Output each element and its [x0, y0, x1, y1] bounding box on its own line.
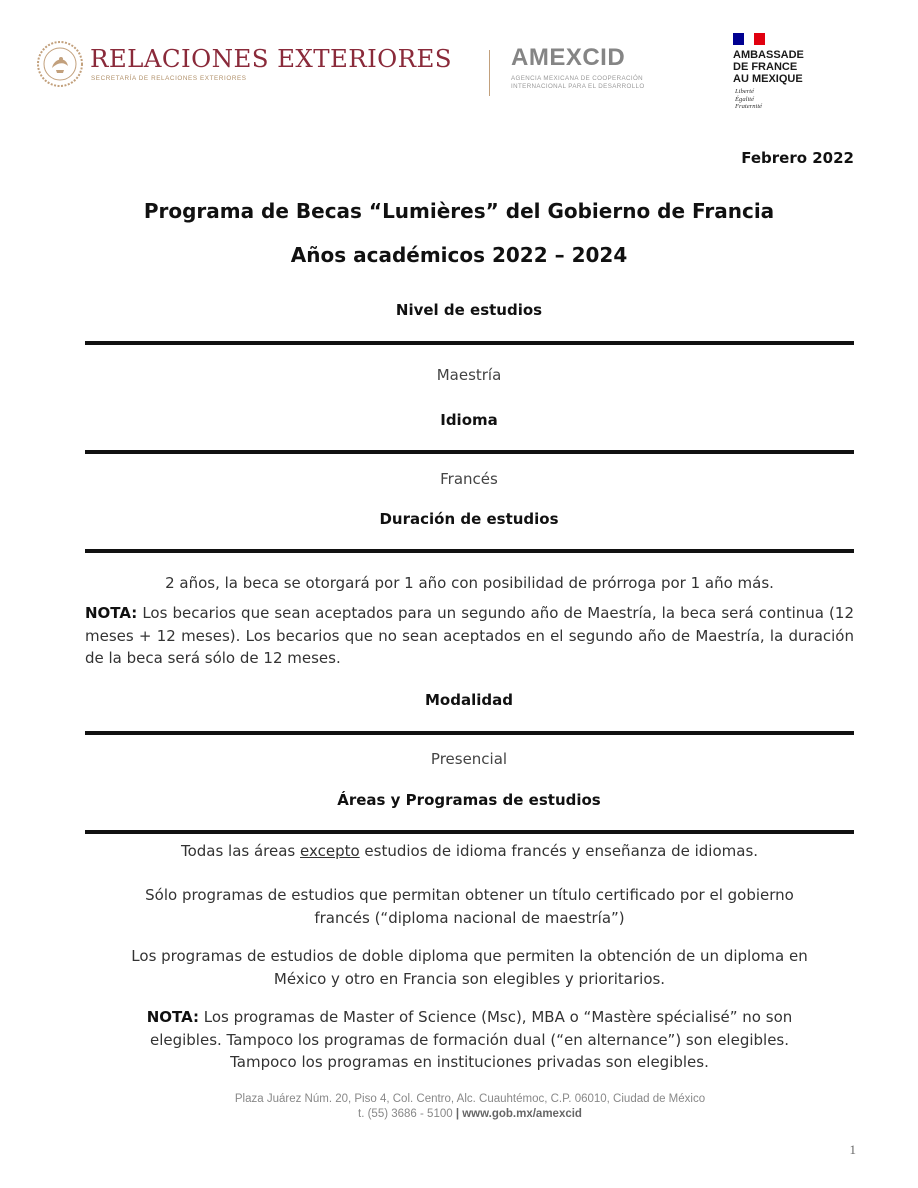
note-text: Los programas de Master of Science (Msc), MBA o “Mastère spécialisé” no son — [199, 1008, 793, 1026]
amexcid-subtitle — [511, 75, 645, 91]
page-number: 1 — [849, 1142, 856, 1157]
areas-note-line: Tampoco los programas en instituciones privadas son elegibles. — [230, 1053, 709, 1071]
section-value-idioma: Francés — [440, 470, 498, 488]
amexcid-subtitle-line: AGENCIA MEXICANA DE COOPERACIÓN — [511, 75, 644, 82]
section-rule — [85, 731, 854, 735]
ambassade-line: AMBASSADE — [733, 49, 804, 61]
french-flag-icon — [733, 33, 765, 45]
section-value-duracion: 2 años, la beca se otorgará por 1 año con posibilidad de prórroga por 1 año más. — [165, 574, 774, 592]
section-heading-duracion: Duración de estudios — [379, 510, 559, 528]
document-title: Programa de Becas “Lumières” del Gobierno de Francia — [143, 199, 775, 223]
amexcid-title: AMEXCID — [511, 44, 626, 71]
areas-underlined-text: excepto — [300, 842, 360, 860]
footer-website-link[interactable]: | www.gob.mx/amexcid — [455, 1108, 582, 1120]
areas-note-line — [85, 1006, 854, 1029]
areas-note-line: elegibles. Tampoco los programas de formación dual (“en alternance”) son elegibles. — [149, 1030, 790, 1049]
document-subtitle: Años académicos 2022 – 2024 — [290, 243, 628, 267]
motto-line: Égalité — [735, 95, 755, 103]
ambassade-line: AU MEXIQUE — [733, 73, 803, 85]
section-heading-idioma: Idioma — [440, 411, 498, 429]
areas-paragraph-2 — [85, 884, 854, 929]
areas-line: Los programas de estudios de doble diploma que permiten la obtención de un diploma en — [131, 947, 808, 965]
footer-phone: t. (55) 3686 - 5100 — [358, 1108, 456, 1120]
section-heading-areas: Áreas y Programas de estudios — [337, 791, 601, 809]
footer-contact — [0, 1107, 918, 1122]
ambassade-line: DE FRANCE — [733, 61, 798, 73]
areas-text: estudios de idioma francés y enseñanza de idiomas. — [359, 842, 759, 860]
footer-address: Plaza Juárez Núm. 20, Piso 4, Col. Centro, Alc. Cuauhtémoc, C.P. 06010, Ciudad de México — [234, 1093, 706, 1105]
note-text: Los becarios que sean aceptados para un segundo año de Maestría, la beca será continua (12 meses + 12 meses). Los becarios que no sean aceptados en el segundo año de Maestría, la duración de la beca será sólo de 12 meses. — [85, 604, 854, 667]
areas-line: Sólo programas de estudios que permitan obtener un título certificado por el gobierno — [145, 886, 794, 904]
mexico-seal-logo — [36, 40, 84, 88]
section-rule — [85, 830, 854, 834]
amexcid-subtitle-line: INTERNACIONAL PARA EL DESARROLLO — [511, 83, 645, 90]
areas-paragraph-3 — [85, 945, 854, 990]
note-label: NOTA: — [85, 604, 138, 622]
ambassade-logo-text — [733, 49, 804, 85]
areas-note — [85, 1006, 854, 1074]
motto-line: Liberté — [735, 88, 755, 95]
sre-title: RELACIONES EXTERIORES — [90, 44, 452, 73]
republic-motto — [735, 88, 762, 111]
section-value-modalidad: Presencial — [430, 750, 508, 768]
section-value-nivel: Maestría — [436, 366, 502, 384]
amexcid-logo — [511, 44, 625, 72]
areas-text: Todas las áreas — [180, 842, 301, 860]
sre-subtitle: SECRETARÍA DE RELACIONES EXTERIORES — [91, 75, 247, 82]
header-divider — [489, 50, 490, 96]
section-heading-nivel: Nivel de estudios — [395, 301, 543, 319]
document-date: Febrero 2022 — [741, 149, 854, 167]
note-label: NOTA: — [146, 1008, 200, 1026]
duracion-note — [85, 602, 854, 670]
areas-paragraph-1 — [85, 840, 854, 863]
section-rule — [85, 549, 854, 553]
motto-line: Fraternité — [735, 103, 763, 111]
areas-line: México y otro en Francia son elegibles y prioritarios. — [273, 969, 666, 988]
section-heading-modalidad: Modalidad — [425, 691, 513, 709]
areas-line: francés (“diploma nacional de maestría”) — [314, 908, 625, 927]
section-rule — [85, 450, 854, 454]
section-rule — [85, 341, 854, 345]
